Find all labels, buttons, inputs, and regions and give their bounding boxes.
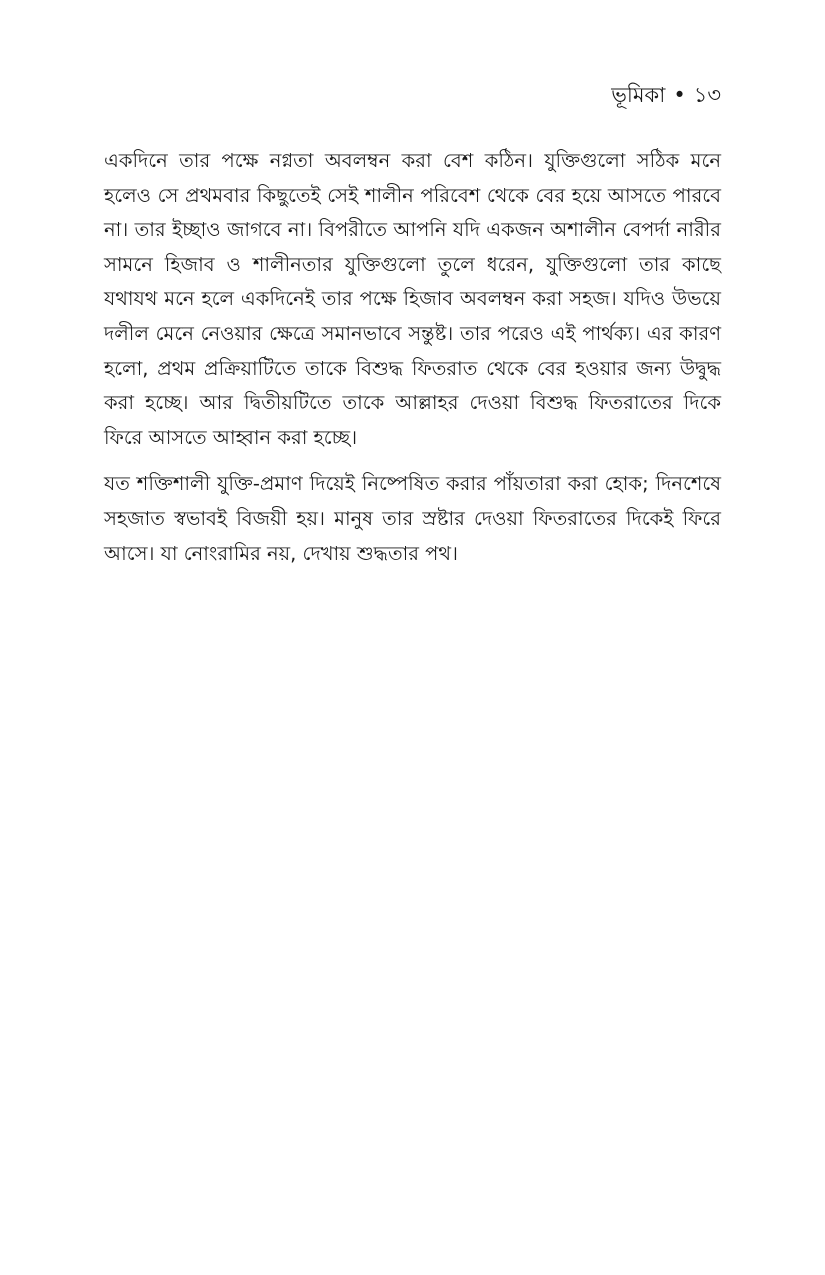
section-title: ভূমিকা — [611, 83, 666, 107]
page-number: ১৩ — [693, 83, 721, 107]
body-text — [104, 144, 721, 583]
header-separator: • — [673, 83, 686, 107]
paragraph: যত শক্তিশালী যুক্তি-প্রমাণ দিয়েই নিষ্পেষিত করার পাঁয়তারা করা হোক; দিনশেষে সহজাত স্বভাবই বিজয়ী হয়। মানুষ তার স্রষ্টার দেওয়া ফিতরাতের দিকেই ফিরে আসে। যা নোংরামির নয়, দেখায় শুদ্ধতার পথ। — [104, 472, 721, 565]
paragraph: একদিনে তার পক্ষে নগ্নতা অবলম্বন করা বেশ কঠিন। যুক্তিগুলো সঠিক মনে হলেও সে প্রথমবার কিছুতেই সেই শালীন পরিবেশ থেকে বের হয়ে আসতে পারবে না। তার ইচ্ছাও জাগবে না। বিপরীতে আপনি যদি একজন অশালীন বেপর্দা নারীর সামনে হিজাব ও শালীনতার যুক্তিগুলো তুলে ধরেন, যুক্তিগুলো তার কাছে যথাযথ মনে হলে একদিনেই তার পক্ষে হিজাব অবলম্বন করা সহজ। যদিও উভয়ে দলীল মেনে নেওয়ার ক্ষেত্রে সমানভাবে সন্তুষ্ট। তার পরেও এই পার্থক্য। এর কারণ হলো, প্রথম প্রক্রিয়াটিতে তাকে বিশুদ্ধ ফিতরাত থেকে বের হওয়ার জন্য উদ্বুদ্ধ করা হচ্ছে। আর দ্বিতীয়টিতে তাকে আল্লাহর দেওয়া বিশুদ্ধ ফিতরাতের দিকে ফিরে আসতে আহ্বান করা হচ্ছে। — [104, 149, 721, 449]
running-header — [611, 80, 721, 110]
